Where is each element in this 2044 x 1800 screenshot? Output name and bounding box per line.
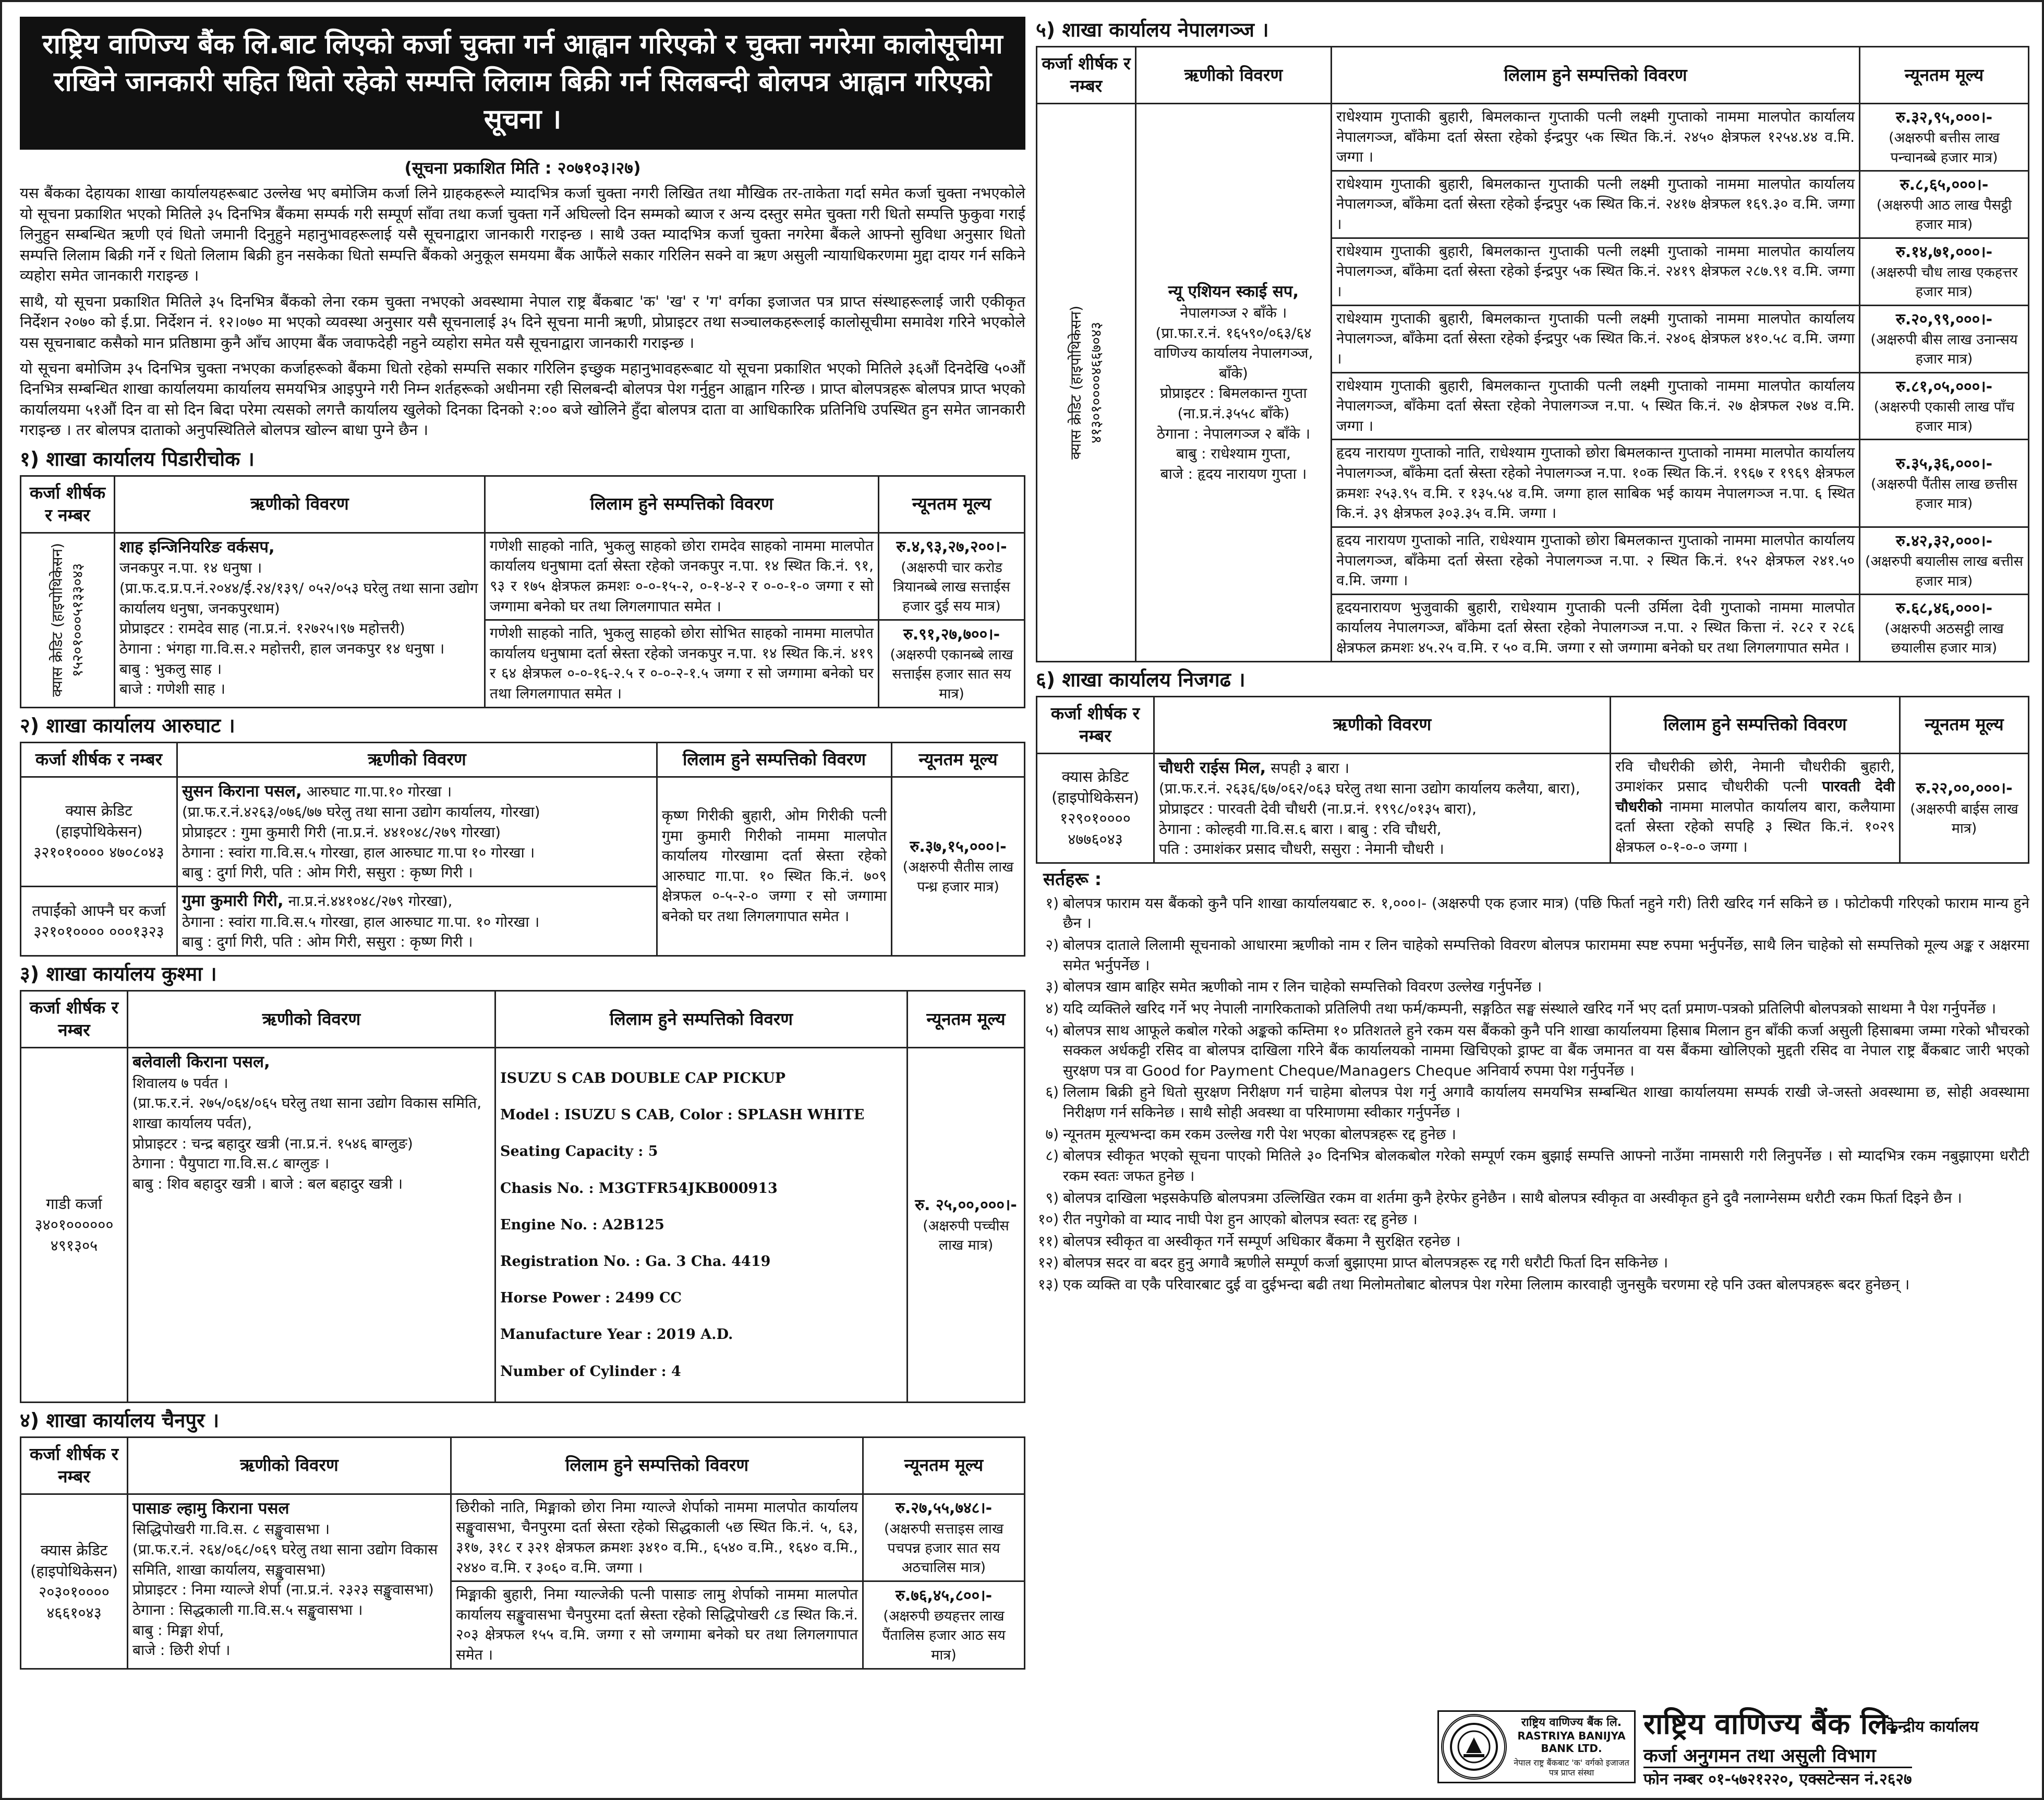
header-price: न्यूनतम मूल्य [892, 742, 1025, 777]
price-words: (अक्षरुपी आठ लाख पैसट्ठी हजार मात्र) [1876, 197, 2012, 233]
borrower-cell [1136, 103, 1332, 661]
table-header-row [21, 742, 1025, 777]
property-cell: छिरीको नाति, मिङ्माको छोरा निमा ग्याल्जे शेर्पाको नाममा मालपोत कार्यालय सङ्खुवासभा, चैनपुरमा दर्ता स्रेस्ता रहेको सिद्धकाली ५छ स्थित कि.नं. ५, ६३, ३१७, ३१८ र ३२१ क्षेत्रफल क्रमशः ३४१० व.मि., ६५४० व.मि., १६४० व.मि., २४४० व.मि. र ३०६० व.मि. जग्गा । [451, 1494, 863, 1581]
condition-text: बोलपत्र स्वीकृत भएको सूचना पाएको मितिले ३० दिनभित्र बोलकबोल गरेको सम्पूर्ण रकम बुझाई सम्पत्ति आफ्नो नाउँमा नामसारी गरी लिनुपर्नेछ । सो म्यादभित्र रकम नबुझाएमा धरौटी रकम स्वतः जफत हुनेछ । [1063, 1147, 2029, 1185]
property-owner: पारवती देवी चौधरीको [1615, 778, 1895, 815]
condition-item [1036, 1231, 2029, 1252]
property-cell: राधेश्याम गुप्ताकी बुहारी, बिमलकान्त गुप्ताकी पत्नी लक्ष्मी गुप्ताको नाममा मालपोत कार्यालय नेपालगञ्ज, बाँकेमा दर्ता स्रेस्ता रहेको ईन्द्रपुर ५क स्थित कि.नं. २४१७ क्षेत्रफल १६९.३० व.मि. जग्गा । [1332, 171, 1860, 238]
price-value: रु.८,६५,०००।- [1900, 175, 1989, 194]
table-header-row [21, 991, 1025, 1048]
price-words: (अक्षरुपी बत्तीस लाख पन्चानब्बे हजार मात्र) [1889, 130, 2000, 166]
header-borrower: ऋणीको विवरण [128, 991, 495, 1048]
condition-text: बोलपत्र सदर वा बदर हुनु अगावै ऋणीले सम्पूर्ण कर्जा बुझाएमा प्राप्त बोलपत्रहरू रद्द गरी धरौटी फिर्ता दिन सकिनेछ । [1063, 1254, 1668, 1272]
property-cell: गणेशी साहको नाति, भुकलु साहको छोरा सोभित साहको नाममा मालपोत कार्यालय धनुषामा दर्ता स्रेस्ता रहेको जनकपुर न.पा. १४ स्थित कि.नं. ४१९ र ६४ क्षेत्रफल ०-०-१६-२.५ र ०-०-२-१.५ जग्गा र सो जग्गामा बनेको घर तथा लिगलगापात समेत । [485, 620, 879, 708]
condition-item [1036, 1146, 2029, 1186]
price-words: (अक्षरुपी एकासी लाख पाँच हजार मात्र) [1873, 398, 2015, 435]
account-cell: गाडी कर्जा ३४०१०००००० ४९१३०५ [21, 1047, 128, 1402]
condition-item [1036, 1125, 2029, 1145]
condition-text: बोलपत्र फाराम यस बैंकको कुनै पनि शाखा कार्यालयबाट रु. १,०००।- (अक्षरुपी एक हजार मात्र) (पछि फिर्ता नहुने गरी) तिरी खरिद गर्न सकिने छ । फोटोकपी गरिएको फाराम मान्य हुने छैन । [1063, 894, 2029, 932]
price-value: रु.६८,४६,०००।- [1895, 599, 1993, 618]
header-account: कर्जा शीर्षक र नम्बर [1037, 696, 1154, 753]
intro-paragraph: साथै, यो सूचना प्रकाशित मितिले ३५ दिनभित्र बैंकको लेना रकम चुक्ता नभएको अवस्थामा नेपाल राष्ट्र बैंकबाट 'क' 'ख' र 'ग' वर्गका इजाजत पत्र प्राप्त संस्थाहरूलाई जारी एकीकृत निर्देशन २०७० को ई.प्रा. निर्देशन नं. १२।०७० मा भएको व्यवस्था अनुसार यसै सूचनालाई ३५ दिने सूचना मानी ऋणी, प्रोप्राइटर तथा सञ्चालकहरूलाई कालोसूचीमा समावेश गरिने भएकोले यस सूचनाबाट कसैको मान प्रतिष्ठामा कुनै आँच आएमा बैंक जवाफदेही नहुने व्यहोरा समेत यसै सूचनाद्वारा जानकारी गराइन्छ । [20, 292, 1025, 352]
property-cell: राधेश्याम गुप्ताकी बुहारी, बिमलकान्त गुप्ताकी पत्नी लक्ष्मी गुप्ताको नाममा मालपोत कार्यालय नेपालगञ्ज, बाँकेमा दर्ता स्रेस्ता रहेको नेपालगञ्ज न.पा. ५ स्थित कि.नं. २७ क्षेत्रफल २७४ व.मि. जग्गा । [1332, 372, 1860, 440]
borrower-name: सुसन किराना पसल, [182, 781, 302, 801]
property-cell [1611, 753, 1900, 863]
price-words: (अक्षरुपी सैतीस लाख पन्ध्र हजार मात्र) [902, 859, 1014, 895]
department-name: कर्जा अनुगमन तथा असुली विभाग [1643, 1745, 1876, 1767]
condition-text: न्यूनतम मूल्यभन्दा कम रकम उल्लेख गरी पेश भएका बोलपत्रहरू रद्द हुनेछ । [1063, 1125, 1456, 1143]
bank-name: राष्ट्रिय वाणिज्य बैंक लि. [1643, 1707, 1899, 1741]
borrower-cell [177, 777, 657, 886]
header-property: लिलाम हुने सम्पत्तिको विवरण [657, 742, 892, 777]
borrower-detail: नेपालगञ्ज २ बाँके । (प्रा.फा.र.नं. १६५९०/०६३/६४ वाणिज्य कार्यालय नेपालगञ्ज, बाँके) प्रोप्राइटर : बिमलकान्त गुप्ता (ना.प्र.नं.३५५८ बाँके) ठेगाना : नेपालगञ्ज २ बाँके । बाबु : राधेश्याम गुप्ता, बाजे : हृदय नारायण गुप्ता । [1154, 304, 1313, 482]
condition-number: १) [1045, 894, 1059, 912]
borrower-detail: शिवालय ७ पर्वत । (प्रा.फ.र.नं. २७५/०६४/०६५ घरेलु तथा साना उद्योग विकास समिति, शाखा कार्यालय पर्वत), प्रोप्राइटर : चन्द्र बहादुर खत्री (ना.प्र.नं. १५४६ बाग्लुङ) ठेगाना : पैयुपाटा गा.वि.स.८ बाग्लुङ । बाबु : शिव बहादुर खत्री । बाजे : बल बहादुर खत्री । [132, 1074, 482, 1192]
price-value: रु.२०,९९,०००।- [1895, 310, 1993, 329]
vehicle-line: Registration No. : Ga. 3 Cha. 4419 [500, 1253, 771, 1270]
condition-text: बोलपत्र साथ आफूले कबोल गरेको अङ्कको कम्तिमा १० प्रतिशतले हुने रकम यस बैंकको कुनै पनि शाखा कार्यालयमा हिसाब मिलान हुन बाँकी कर्जा असुली हिसाबमा जम्मा गरेको भौचरको सक्कल अर्धकट्टी रसिद वा बोलपत्र दाखिला गरिने बैंक कार्यालयको नाममा खिचिएको ड्राफ्ट वा बैंक जमानत वा यस बैंकमा खोलिएको मुद्दती रसिद वा नेपाल राष्ट्र बैंकबाट जारी भएको सुरक्षण पत्र वा Good for Payment Cheque/Managers Cheque अनिवार्य रुपमा पेश गर्नुपर्नेछ । [1063, 1021, 2029, 1079]
header-account: कर्जा शीर्षक र नम्बर [21, 476, 115, 533]
property-cell: हृदयनारायण भुजुवाकी बुहारी, राधेश्याम गुप्ताकी पत्नी उर्मिला देवी गुप्ताको नाममा मालपोत कार्यालय नेपालगञ्ज, बाँकेमा दर्ता स्रेस्ता रहेको नेपालगञ्ज न.पा. २ स्थित कित्ता नं. २८२ र २८६ क्षेत्रफल क्रमशः ४५.२५ व.मि. र ५० व.मि. जग्गा र सो जग्गामा बनेको घर तथा लिगलगापात समेत । [1332, 594, 1860, 661]
price-value: रु.१४,७१,०००।- [1895, 243, 1993, 261]
condition-number: ३) [1045, 978, 1059, 996]
seal-subtext: नेपाल राष्ट्र बैंकबाट 'क' वर्गको इजाजत पत्र प्राप्त संस्था [1514, 1758, 1629, 1778]
property-cell: कृष्ण गिरीकी बुहारी, ओम गिरीकी पत्नी गुमा कुमारी गिरीको नाममा मालपोत कार्यालय गोरखामा दर्ता स्रेस्ता रहेको आरुघाट गा.पा. १० स्थित कि.नं. ७०९ क्षेत्रफल ०-५-२-० जग्गा र सो जग्गामा बनेको घर तथा लिगलगापात समेत । [657, 777, 892, 956]
borrower-cell [115, 533, 485, 707]
price-value: रु.४,९३,२७,२००।- [896, 538, 1007, 557]
price-value: रु.३२,९५,०००।- [1895, 108, 1993, 127]
header-account: कर्जा शीर्षक र नम्बर [21, 742, 177, 777]
section-table [1036, 46, 2029, 662]
price-cell [863, 1581, 1025, 1669]
price-words: (अक्षरुपी बीस लाख उनान्सय हजार मात्र) [1870, 332, 2018, 368]
seal-line: RASTRIYA BANIJYA BANK LTD. [1517, 1730, 1626, 1755]
intro-paragraph: यो सूचना बमोजिम ३५ दिनभित्र चुक्ता नभएका कर्जाहरूको बैंकमा धितो रहेको सम्पत्ति सकार गरिलिन इच्छुक महानुभावहरूबाट यो सूचना प्रकाशित भएको मितिले ३६औं दिनदेखि ५०औं दिनभित्र सम्बन्धित शाखा कार्यालयमा कार्यालय समयभित्र आइपुग्ने गरी निम्न शर्तहरूको अधीनमा रही सिलबन्दी बोलपत्र पेश गर्नुहुन आह्वान गरिन्छ । प्राप्त बोलपत्रहरू बोलपत्र प्राप्त भएको कार्यालयमा ५१औं दिन वा सो दिन बिदा परेमा त्यसको लगत्तै कार्यालय खुलेको दिनका दिनको २:०० बजे खोलिने हुँदा बोलपत्र दाता वा आधिकारिक प्रतिनिधि उपस्थित हुन समेत जानकारी गराइन्छ । तर बोलपत्र दाताको अनुपस्थितिले बोलपत्र खोल्न बाधा पुग्ने छैन । [20, 359, 1025, 439]
property-cell: हृदय नारायण गुप्ताको नाति, राधेश्याम गुप्ताको छोरा बिमलकान्त गुप्ताको नाममा मालपोत कार्यालय नेपालगञ्ज, बाँकेमा दर्ता स्रेस्ता रहेको नेपालगञ्ज न.पा. २ स्थित कि.नं. १५२ क्षेत्रफल २४१.५० व.मि. जग्गा । [1332, 527, 1860, 594]
condition-item [1036, 1082, 2029, 1122]
table-row [1037, 753, 2029, 863]
table-header-row [1037, 47, 2029, 104]
condition-text: एक व्यक्ति वा एकै परिवारबाट दुई वा दुईभन्दा बढी तथा मिलोमतोबाट बोलपत्र पेश गरेमा लिलाम कारवाही जुनसुकै चरणमा रहे पनि उक्त बोलपत्रहरू बदर हुनेछन् । [1063, 1276, 1910, 1293]
header-property: लिलाम हुने सम्पत्तिको विवरण [1611, 696, 1900, 753]
account-cell: क्यास क्रेडिट (हाइपोथिकेसन) ३२१०१०००० ४७०८०४३ [21, 777, 177, 886]
condition-item [1036, 1275, 2029, 1295]
bank-logo-icon [1441, 1714, 1507, 1780]
price-cell [1900, 753, 2029, 863]
conditions-list [1036, 893, 2029, 1295]
table-header-row [21, 1437, 1025, 1494]
account-number: क्यास क्रेडिट (हाइपोथिकेसन) ४१३०१००००४६६७०४३ [1067, 305, 1105, 460]
price-cell [908, 1047, 1025, 1402]
table-header-row [21, 476, 1025, 533]
condition-item [1036, 893, 2029, 934]
header-borrower: ऋणीको विवरण [177, 742, 657, 777]
borrower-cell [128, 1047, 495, 1402]
vehicle-line: Horse Power : 2499 CC [500, 1290, 682, 1307]
condition-number: ६) [1045, 1083, 1059, 1101]
table-row [21, 777, 1025, 886]
price-words: (अक्षरुपी बाईस लाख मात्र) [1910, 801, 2018, 837]
header-property: लिलाम हुने सम्पत्तिको विवरण [451, 1437, 863, 1494]
borrower-detail: ना.प्र.नं.४४१०४८/२७९ गोरखा), ठेगाना : स्वांरा गा.वि.स.५ गोरखा, हाल आरुघाट गा.पा. १० गोरखा । बाबु : दुर्गा गिरी, पति : ओम गिरी, ससुरा : कृष्ण गिरी । [182, 892, 540, 951]
price-words: (अक्षरुपी चार करोड त्रियानब्बे लाख सत्ताईस हजार दुई सय मात्र) [893, 559, 1010, 615]
section-table [20, 1436, 1025, 1670]
borrower-name: बलेवाली किराना पसल, [132, 1052, 270, 1071]
property-text: नाममा मालपोत कार्यालय बारा, कलैयामा दर्ता स्रेस्ता रहेको सपहि ३ स्थित कि.नं. १०२९ क्षेत्रफल ०-१-०-० जग्गा । [1615, 798, 1895, 856]
table-row [21, 1047, 1025, 1402]
price-value: रु.९१,२७,७००।- [903, 625, 1000, 644]
price-value: रु. २५,००,०००।- [915, 1196, 1017, 1215]
price-cell [1860, 238, 2029, 305]
price-cell [863, 1494, 1025, 1581]
borrower-name: शाह इन्जिनियरिङ वर्कसप, [119, 537, 275, 557]
section-title: ३) शाखा कार्यालय कुश्मा । [20, 962, 217, 985]
header-account: कर्जा शीर्षक र नम्बर [1037, 47, 1136, 104]
table-row [21, 533, 1025, 620]
condition-item [1036, 1210, 2029, 1230]
account-number: क्यास क्रेडिट (हाइपोथिकेसन) १५२०१०००५१३३०४३ [49, 543, 87, 697]
vehicle-line: Manufacture Year : 2019 A.D. [500, 1326, 733, 1343]
condition-text: बोलपत्र खाम बाहिर समेत ऋणीको नाम र लिन चाहेको सम्पत्तिको विवरण उल्लेख गर्नुपर्नेछ । [1063, 978, 1542, 996]
header-price: न्यूनतम मूल्य [1860, 47, 2029, 104]
borrower-name: गुमा कुमारी गिरी, [182, 891, 284, 910]
section-title: ५) शाखा कार्यालय नेपालगञ्ज । [1036, 18, 1269, 41]
header-property: लिलाम हुने सम्पत्तिको विवरण [485, 476, 879, 533]
property-cell: राधेश्याम गुप्ताकी बुहारी, बिमलकान्त गुप्ताकी पत्नी लक्ष्मी गुप्ताको नाममा मालपोत कार्यालय नेपालगञ्ज, बाँकेमा दर्ता स्रेस्ता रहेको ईन्द्रपुर ५क स्थित कि.नं. २४०६ क्षेत्रफल ४१०.५८ व.मि. जग्गा । [1332, 305, 1860, 372]
property-text: रवि चौधरीकी छोरी, नेमानी चौधरीकी बुहारी, उमाशंकर प्रसाद चौधरीकी पत्नी [1615, 757, 1895, 795]
vehicle-line: Number of Cylinder : 4 [500, 1363, 681, 1380]
property-cell: मिङ्माकी बुहारी, निमा ग्याल्जेकी पत्नी पासाङ लामु शेर्पाको नाममा मालपोत कार्यालय सङ्खुवासभा चैनपुरमा दर्ता स्रेस्ता रहेको सिद्धिपोखरी ८ड स्थित कि.नं. २०३ क्षेत्रफल १५५ व.मि. जग्गा र सो जग्गामा बनेको घर तथा लिगलगापात समेत । [451, 1581, 863, 1669]
price-words: (अक्षरुपी बयालीस लाख बत्तीस हजार मात्र) [1865, 553, 2024, 589]
condition-item [1036, 1021, 2029, 1081]
price-value: रु.७६,४५,८००।- [895, 1586, 993, 1605]
borrower-cell [128, 1494, 451, 1669]
account-cell: तपाईंको आफ्नै घर कर्जा ३२१०१०००० ०००१३२३ [21, 886, 177, 956]
table-header-row [1037, 696, 2029, 753]
price-cell [1860, 372, 2029, 440]
vehicle-line: Chasis No. : M3GTFR54JKB000913 [500, 1180, 778, 1197]
condition-item [1036, 1188, 2029, 1209]
price-cell [1860, 305, 2029, 372]
price-cell [879, 533, 1025, 620]
price-cell [892, 777, 1025, 956]
vehicle-line: Engine No. : A2B125 [500, 1216, 664, 1233]
property-cell: राधेश्याम गुप्ताकी बुहारी, बिमलकान्त गुप्ताकी पत्नी लक्ष्मी गुप्ताको नाममा मालपोत कार्यालय नेपालगञ्ज, बाँकेमा दर्ता स्रेस्ता रहेको ईन्द्रपुर ५क स्थित कि.नं. २४१९ क्षेत्रफल २८७.९१ व.मि. जग्गा । [1332, 238, 1860, 305]
condition-number: २) [1045, 936, 1059, 953]
borrower-detail: आरुघाट गा.पा.१० गोरखा । (प्रा.फ.र.नं.४२६३/०७६/७७ घरेलु तथा साना उद्योग कार्यालय, गोरखा) प्रोप्राइटर : गुमा कुमारी गिरी (ना.प्र.नं. ४४१०४८/२७९ गोरखा) ठेगाना : स्वांरा गा.वि.स.५ गोरखा, हाल आरुघाट गा.पा १० गोरखा । बाबु : दुर्गा गिरी, पति : ओम गिरी, ससुरा : कृष्ण गिरी । [182, 782, 540, 881]
price-value: रु.८१,०५,०००।- [1895, 377, 1993, 396]
header-price: न्यूनतम मूल्य [879, 476, 1025, 533]
price-cell [1860, 527, 2029, 594]
condition-item [1036, 935, 2029, 975]
table-row [1037, 103, 2029, 171]
price-cell [1860, 171, 2029, 238]
account-cell [1037, 103, 1136, 661]
section-table [20, 475, 1025, 708]
condition-number: ९) [1045, 1189, 1059, 1206]
section-title: २) शाखा कार्यालय आरुघाट । [20, 714, 235, 737]
borrower-name: न्यू एशियन स्काई सप, [1168, 282, 1299, 301]
vehicle-line: Seating Capacity : 5 [500, 1143, 658, 1160]
property-cell: हृदय नारायण गुप्ताको नाति, राधेश्याम गुप्ताको छोरा बिमलकान्त गुप्ताको नाममा मालपोत कार्यालय नेपालगञ्ज, बाँकेमा दर्ता स्रेस्ता रहेको नेपालगञ्ज न.पा. १०क स्थित कि.नं. १९६७ र १९६९ क्षेत्रफल क्रमशः २५३.९५ व.मि. र १३५.५४ व.मि. जग्गा हाल साबिक भई कायम नेपालगञ्ज न.पा. ६ स्थित कि.नं. ३९ क्षेत्रफल ३०३.३५ व.मि. जग्गा । [1332, 440, 1860, 527]
condition-item [1036, 999, 2029, 1019]
price-value: रु.४२,३२,०००।- [1895, 531, 1993, 550]
price-words: (अक्षरुपी पैंतीस लाख छत्तीस हजार मात्र) [1871, 476, 2017, 512]
phone-number: फोन नम्बर ०१-५७२१२२०, एक्सटेन्सन नं.२६२७ [1643, 1767, 1912, 1790]
bank-seal [1437, 1710, 1636, 1783]
condition-text: बोलपत्र दाताले लिलामी सूचनाको आधारमा ऋणीको नाम र लिन चाहेको सम्पत्तिको विवरण बोलपत्र फाराममा स्पष्ट रुपमा भर्नुपर्नेछ, साथै लिन चाहेको सो सम्पत्तिको मूल्य अङ्क र अक्षरमा समेत भर्नुपर्नेछ । [1063, 936, 2029, 974]
table-row [21, 1494, 1025, 1581]
borrower-name: चौधरी राईस मिल, [1159, 758, 1266, 777]
condition-text: यदि व्यक्तिले खरिद गर्ने भए नेपाली नागरिकताको प्रतिलिपी तथा फर्म/कम्पनी, सङ्गठित सङ्घ संस्थाले खरिद गर्ने भए दर्ता प्रमाण-पत्रको प्रतिलिपी बोलपत्रको साथमा नै पेश गर्नुपर्नेछ । [1063, 999, 1997, 1017]
condition-text: बोलपत्र स्वीकृत वा अस्वीकृत गर्ने सम्पूर्ण अधिकार बैंकमा नै सुरक्षित रहनेछ । [1063, 1232, 1461, 1250]
condition-number: ५) [1045, 1021, 1059, 1039]
left-column [20, 17, 1025, 1787]
right-column [1036, 17, 2029, 1787]
header-account: कर्जा शीर्षक र नम्बर [21, 991, 128, 1048]
condition-number: ४) [1045, 999, 1059, 1017]
condition-number: ७) [1045, 1125, 1059, 1143]
seal-text [1507, 1716, 1632, 1778]
condition-text: लिलाम बिक्री हुने धितो सुरक्षण निरीक्षण गर्न चाहेमा बोलपत्र पेश गर्नु अगावै कार्यालय समयभित्र सम्बन्धित शाखा कार्यालयमा सम्पर्क राखी जे-जस्तो अवस्थामा छ, सोही अवस्थामा निरीक्षण गर्न सकिनेछ । साथै सोही अवस्था वा परिमाणमा स्वीकार गर्नुपर्नेछ । [1063, 1083, 2029, 1121]
header-borrower: ऋणीको विवरण [128, 1437, 451, 1494]
condition-number: ८) [1045, 1147, 1059, 1165]
account-cell [21, 533, 115, 707]
borrower-detail: जनकपुर न.पा. १४ धनुषा । (प्रा.फ.द.प्र.प.नं.२०४४/ई.२४/१३९/ ०५२/०५३ घरेलु तथा साना उद्योग कार्यालय धनुषा, जनकपुरधाम) प्रोप्राइटर : रामदेव साह (ना.प्र.नं. १२७२५।९७ महोत्तरी) ठेगाना : भंगहा गा.वि.स.२ महोत्तरी, हाल जनकपुर १४ धनुषा । बाबु : भुकलु साह । बाजे : गणेशी साह । [119, 559, 478, 698]
header-account: कर्जा शीर्षक र नम्बर [21, 1437, 128, 1494]
section-title: ४) शाखा कार्यालय चैनपुर । [20, 1408, 220, 1432]
intro-paragraph: यस बैंकका देहायका शाखा कार्यालयहरूबाट उल्लेख भए बमोजिम कर्जा लिने ग्राहकहरूले म्यादभित्र कर्जा चुक्ता नगरी लिखित तथा मौखिक तर-ताकेता गर्दा समेत कर्जा चुक्ता नभएकोले यो सूचना प्रकाशित भएको मितिले ३५ दिनभित्र बैंकमा सम्पर्क गरी सम्पूर्ण साँवा तथा कर्जा चुक्ता गर्ने अघिल्लो दिन सम्मको ब्याज र अन्य दस्तुर समेत चुक्ता गरी धितो सम्पत्ति फुकुवा गराई लिनुहुन सम्बन्धित ऋणी एवं धितो जमानी दिनुहुने महानुभावहरूलाई यसै सूचनाद्वारा जानकारी गराइन्छ । साथै उक्त म्यादभित्र कर्जा चुक्ता नगरेमा बैंकले आफ्नो सुविधा अनुसार धितो सम्पत्ति लिलाम बिक्री गर्ने र धितो लिलाम बिक्री हुन नसकेका धितो सम्पत्ति बैंकको अनुकूल समयमा बैंक आफैंले सकार गरिलिन सक्ने वा ऋण असुली न्यायाधिकरणमा मुद्दा दायर गर्न सकिने व्यहोरा समेत जानकारी गराइन्छ । [20, 184, 1025, 285]
office-name: केन्द्रीय कार्यालय [1886, 1718, 1979, 1736]
price-words: (अक्षरुपी सत्ताइस लाख पचपन्न हजार सात सय अठचालिस मात्र) [884, 1520, 1003, 1576]
bank-footer [1437, 1705, 2032, 1789]
price-value: रु.३७,१५,०००।- [910, 837, 1007, 856]
property-cell: गणेशी साहको नाति, भुकलु साहको छोरा रामदेव साहको नाममा मालपोत कार्यालय धनुषामा दर्ता स्रेस्ता रहेको जनकपुर न.पा. १४ स्थित कि.नं. ९१, ९३ र १७५ क्षेत्रफल क्रमशः ०-०-१५-२, ०-१-४-२ र ०-०-१-० जग्गा र सो जग्गामा बनेको घर तथा लिगलगापात समेत । [485, 533, 879, 620]
account-cell: क्यास क्रेडिट (हाइपोथिकेसन) २०३०१०००० ४६६१०४३ [21, 1494, 128, 1669]
header-borrower: ऋणीको विवरण [1154, 696, 1611, 753]
vehicle-line: Model : ISUZU S CAB, Color : SPLASH WHITE [500, 1107, 865, 1124]
condition-number: १०) [1037, 1211, 1059, 1228]
header-property: लिलाम हुने सम्पत्तिको विवरण [1332, 47, 1860, 104]
price-cell [1860, 440, 2029, 527]
borrower-detail: सपही ३ बारा । (प्रा.फ.र.नं. २६३६/६७/०६२/०६३ घरेलु तथा साना उद्योग कार्यालय कलैया, बारा), प्रोप्राइटर : पारवती देवी चौधरी (ना.प्र.नं. १९९८/०१३५ बारा), ठेगाना : कोल्हवी गा.वि.स.६ बारा । बाबु : रवि चौधरी, पति : उमाशंकर प्रसाद चौधरी, ससुरा : नेमानी चौधरी । [1159, 759, 1580, 858]
price-words: (अक्षरुपी अठसट्ठी लाख छयालीस हजार मात्र) [1884, 621, 2004, 657]
section-table [20, 742, 1025, 957]
condition-item [1036, 1253, 2029, 1273]
price-cell [1860, 103, 2029, 171]
header-borrower: ऋणीको विवरण [115, 476, 485, 533]
header-price: न्यूनतम मूल्य [1900, 696, 2029, 753]
borrower-detail: सिद्धिपोखरी गा.वि.स. ८ सङ्खुवासभा । (प्रा.फ.र.नं. २६४/०६८/०६९ घरेलु तथा साना उद्योग विकास समिति, शाखा कार्यालय, सङ्खुवासभा) प्रोप्राइटर : निमा ग्याल्जे शेर्पा (ना.प्र.नं. २३२३ सङ्खुवासभा) ठेगाना : सिद्धकाली गा.वि.स.५ सङ्खुवासभा । बाबु : मिङ्मा शेर्पा, बाजे : छिरी शेर्पा । [132, 1520, 438, 1659]
price-words: (अक्षरुपी चौध लाख एकहत्तर हजार मात्र) [1870, 264, 2018, 300]
section-table [1036, 696, 2029, 864]
condition-number: १३) [1037, 1276, 1059, 1293]
condition-number: १२) [1037, 1254, 1059, 1272]
condition-text: रीत नपुगेको वा म्याद नाघी पेश हुन आएको बोलपत्र स्वतः रद्द हुनेछ । [1063, 1211, 1418, 1228]
borrower-name: पासाङ ल्हामु किराना पसल [132, 1499, 289, 1518]
header-price: न्यूनतम मूल्य [908, 991, 1025, 1048]
condition-number: ११) [1037, 1232, 1059, 1250]
price-value: रु.२७,५५,७४८।- [895, 1499, 993, 1518]
section-title: १) शाखा कार्यालय पिडारीचोक । [20, 447, 255, 470]
vehicle-details [495, 1047, 908, 1402]
condition-item [1036, 977, 2029, 997]
notice-headline: राष्ट्रिय वाणिज्य बैंक लि.बाट लिएको कर्जा चुक्ता गर्न आह्वान गरिएको र चुक्ता नगरेमा कालोसूचीमा राखिने जानकारी सहित धितो रहेको सम्पत्ति लिलाम बिक्री गर्न सिलबन्दी बोलपत्र आह्वान गरिएको सूचना । [20, 17, 1025, 150]
vehicle-line: ISUZU S CAB DOUBLE CAP PICKUP [500, 1070, 786, 1087]
publish-date: (सूचना प्रकाशित मिति : २०७१०३।२७) [404, 158, 641, 178]
header-borrower: ऋणीको विवरण [1136, 47, 1332, 104]
price-cell [879, 620, 1025, 708]
price-cell [1860, 594, 2029, 661]
account-cell: क्यास क्रेडिट (हाइपोथिकेसन) १२९०१०००० ४७७६०४३ [1037, 753, 1154, 863]
bank-emblem-icon [1448, 1721, 1500, 1773]
condition-text: बोलपत्र दाखिला भइसकेपछि बोलपत्रमा उल्लिखित रकम वा शर्तमा कुनै हेरफेर हुनेछैन । साथै बोलपत्र स्वीकृत वा अस्वीकृत हुने दुवै नलाग्नेसम्म धरौटी रकम फिर्ता दिइने छैन । [1063, 1189, 1962, 1206]
price-words: (अक्षरुपी एकानब्बे लाख सत्ताईस हजार सात सय मात्र) [890, 647, 1013, 702]
property-cell: राधेश्याम गुप्ताकी बुहारी, बिमलकान्त गुप्ताकी पत्नी लक्ष्मी गुप्ताको नाममा मालपोत कार्यालय नेपालगञ्ज, बाँकेमा दर्ता स्रेस्ता रहेको ईन्द्रपुर ५क स्थित कि.नं. २४५० क्षेत्रफल १२५४.४४ व.मि. जग्गा । [1332, 103, 1860, 171]
price-value: रु.२२,००,०००।- [1916, 779, 2013, 798]
price-words: (अक्षरुपी छयहत्तर लाख पैंतालिस हजार आठ सय मात्र) [882, 1608, 1006, 1663]
price-value: रु.३५,३६,०००।- [1895, 454, 1993, 473]
conditions-title: सर्तहरू : [1043, 868, 1102, 890]
borrower-cell [177, 886, 657, 956]
section-table [20, 990, 1025, 1403]
header-price: न्यूनतम मूल्य [863, 1437, 1025, 1494]
price-words: (अक्षरुपी पच्चीस लाख मात्र) [923, 1217, 1009, 1254]
borrower-cell [1154, 753, 1611, 863]
header-property: लिलाम हुने सम्पत्तिको विवरण [495, 991, 908, 1048]
section-title: ६) शाखा कार्यालय निजगढ । [1036, 668, 1245, 691]
seal-line: राष्ट्रिय वाणिज्य बैंक लि. [1521, 1716, 1622, 1729]
